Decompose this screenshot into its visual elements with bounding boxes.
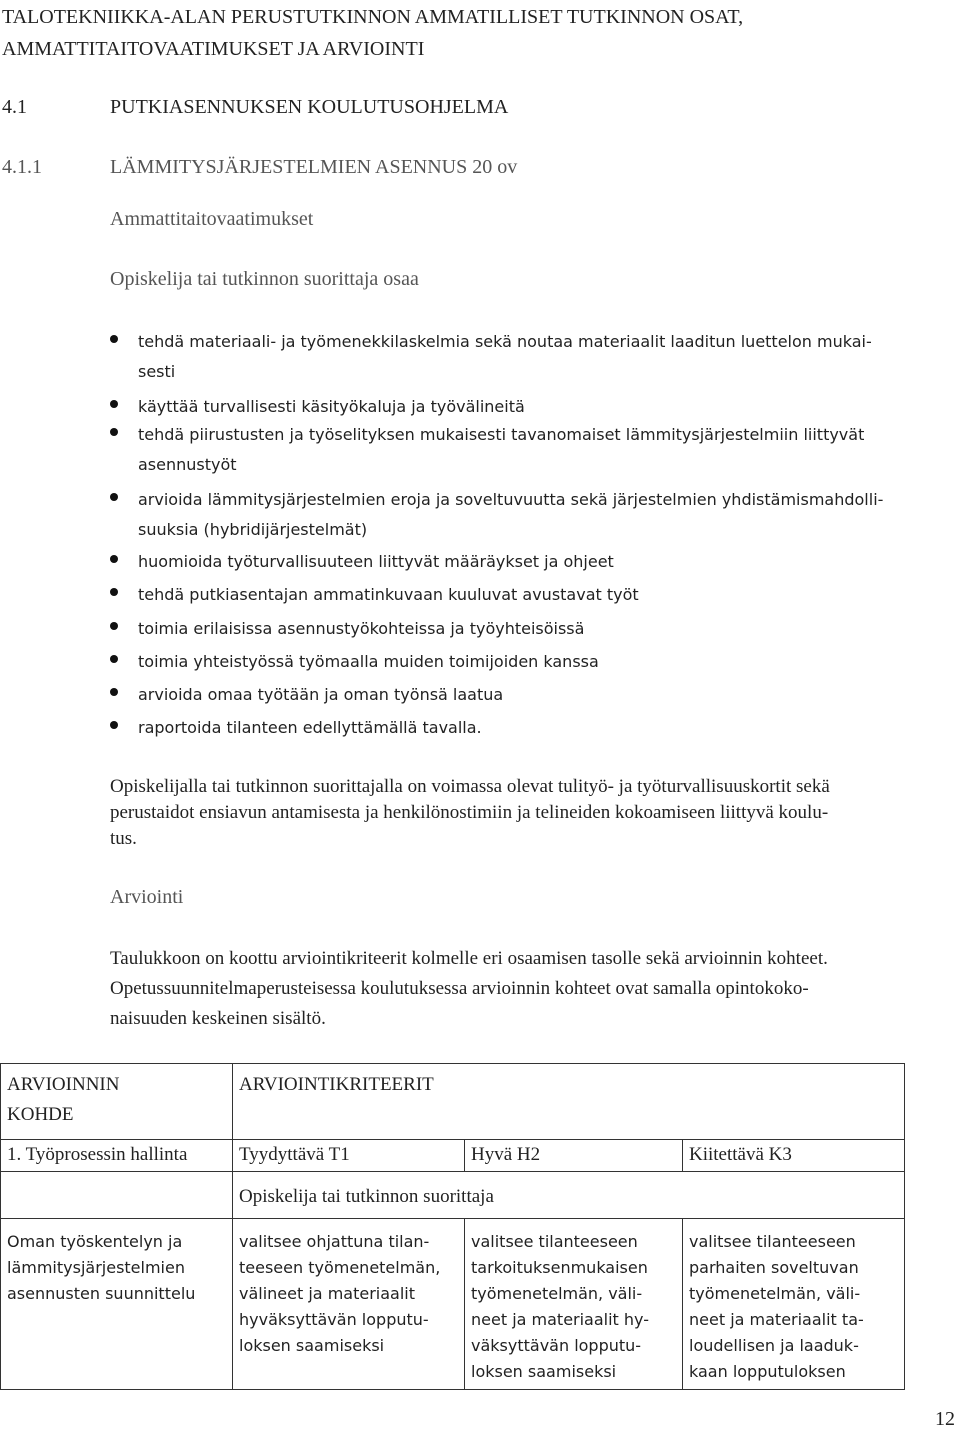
list-item-text: raportoida tilanteen edellyttämällä tavalla. [138, 718, 482, 737]
list-item-text: toimia yhteistyössä työmaalla muiden toimijoiden kanssa [138, 652, 599, 671]
bullet-icon [110, 335, 118, 343]
assessment-heading: Arviointi [110, 886, 184, 908]
table-h2-cell: valitsee tilanteeseen tarkoituksenmukaisen työmenetelmän, väli- neet ja materiaalit hy- väksyttävän lopputu- loksen saamiseksi [465, 1219, 683, 1390]
table-k3-cell: valitsee tilanteeseen parhaiten soveltuvan työmenetelmän, väli- neet ja materiaalit ta- loudellisen ja laaduk- kaan lopputuloksen [683, 1219, 905, 1390]
requirements-intro: Opiskelija tai tutkinnon suorittaja osaa [110, 268, 419, 290]
list-item-text: arvioida omaa työtään ja oman työnsä laatua [138, 685, 504, 704]
bullet-icon [110, 588, 118, 596]
table-header-row [1, 1064, 905, 1140]
list-item-text: tehdä putkiasentajan ammatinkuvaan kuuluvat avustavat työt [138, 585, 639, 604]
assessment-paragraph: Taulukkoon on koottu arviointikriteerit kolmelle eri osaamisen tasolle sekä arvioinnin kohteet. Opetussuunnitelmaperusteisessa koulutuksessa arvioinnin kohteet ovat samalla opintokoko- naisuuden keskeinen sisältö. [110, 948, 828, 1029]
bullet-icon [110, 493, 118, 501]
bullet-icon [110, 428, 118, 436]
list-item-text: arvioida lämmitysjärjestelmien eroja ja soveltuvuutta sekä järjestelmien yhdistämismahdolli- suuksia (hybridijärjestelmät) [138, 490, 884, 539]
list-item-text: käyttää turvallisesti käsityökaluja ja työvälineitä [138, 397, 525, 416]
section-number: 4.1 [2, 96, 27, 118]
list-item-text: huomioida työturvallisuuteen liittyvät määräykset ja ohjeet [138, 552, 614, 571]
bullet-icon [110, 622, 118, 630]
subsection-title: LÄMMITYSJÄRJESTELMIEN ASENNUS 20 ov [110, 156, 518, 178]
table-header-target: ARVIOINNIN KOHDE [1, 1064, 233, 1140]
bullet-icon [110, 555, 118, 563]
bullet-icon [110, 400, 118, 408]
bullet-icon [110, 721, 118, 729]
document-header-line-2: AMMATTITAITOVAATIMUKSET JA ARVIOINTI [2, 38, 425, 60]
section-title: PUTKIASENNUKSEN KOULUTUSOHJELMA [110, 96, 509, 118]
table-level-k3: Kiitettävä K3 [683, 1140, 905, 1172]
bullet-icon [110, 655, 118, 663]
document-header-line-1: TALOTEKNIIKKA-ALAN PERUSTUTKINNON AMMATILLISET TUTKINNON OSAT, [2, 6, 744, 28]
table-row [1, 1140, 905, 1172]
table-row-label: 1. Työprosessin hallinta [1, 1140, 233, 1172]
table-level-h2: Hyvä H2 [465, 1140, 683, 1172]
table-subject: Opiskelija tai tutkinnon suorittaja [233, 1172, 905, 1219]
table-row [1, 1172, 905, 1219]
table-t1-cell: valitsee ohjattuna tilan- teeseen työmenetelmän, välineet ja materiaalit hyväksyttävän lopputu- loksen saamiseksi [233, 1219, 465, 1390]
table-header-criteria: ARVIOINTIKRITEERIT [233, 1064, 905, 1140]
table-row [1, 1219, 905, 1390]
table-empty-cell [1, 1172, 233, 1219]
list-item-text: tehdä materiaali- ja työmenekkilaskelmia sekä noutaa materiaalit laaditun luettelon mukai- sesti [138, 332, 872, 381]
subsection-number: 4.1.1 [2, 156, 42, 178]
table-target-cell: Oman työskentelyn ja lämmitysjärjestelmien asennusten suunnittelu [1, 1219, 233, 1390]
assessment-criteria-table [0, 1063, 905, 1390]
list-item-text: toimia erilaisissa asennustyökohteissa ja työyhteisöissä [138, 619, 585, 638]
certificates-paragraph: Opiskelijalla tai tutkinnon suorittajalla on voimassa olevat tulityö- ja työturvallisuuskortit sekä perustaidot ensiavun antamisesta ja henkilönostimiin ja telineiden kokoamiseen liittyvä koulu- tus. [110, 776, 830, 849]
table-level-t1: Tyydyttävä T1 [233, 1140, 465, 1172]
requirements-heading: Ammattitaitovaatimukset [110, 208, 314, 230]
bullet-icon [110, 688, 118, 696]
page-number: 12 [935, 1408, 955, 1430]
list-item-text: tehdä piirustusten ja työselityksen mukaisesti tavanomaiset lämmitysjärjestelmiin liittyvät asennustyöt [138, 425, 865, 474]
